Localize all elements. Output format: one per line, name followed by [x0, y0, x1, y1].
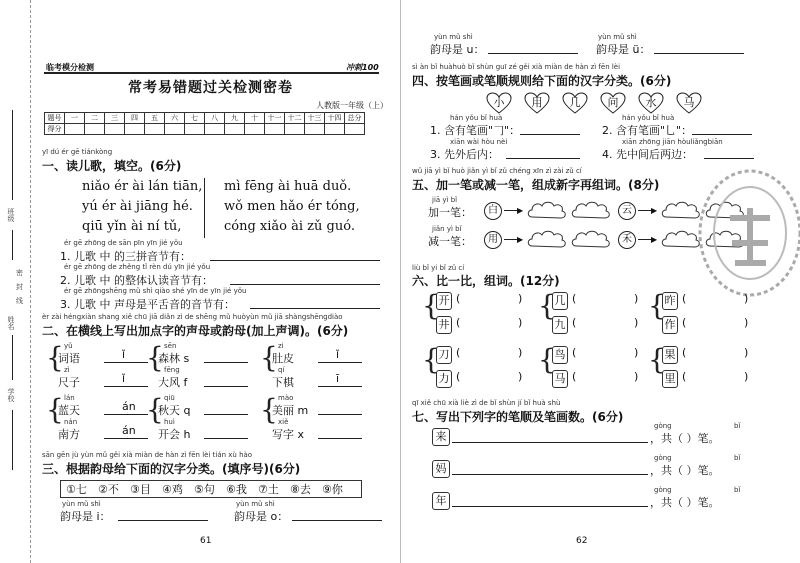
score-cell[interactable] — [345, 124, 365, 135]
q6-paren-close: ) — [634, 316, 639, 329]
poem-line-1: niǎo ér ài lán tiān, — [82, 179, 203, 194]
q3-char: ⑥我 — [226, 483, 247, 496]
q6-paren-open: ( — [682, 370, 687, 383]
q2-word-b-pinyin: nán — [64, 418, 78, 426]
q2-word-b: 开会 h — [158, 428, 191, 441]
q1-item2-answer[interactable] — [230, 284, 380, 285]
heart-char: 水 — [645, 96, 657, 109]
q6-paren-close: ) — [518, 346, 523, 359]
q5-sub-char: 禾 — [618, 231, 636, 249]
score-header-cell: 四 — [125, 113, 145, 124]
poem-line-6: cóng xiǎo ài zǔ guó. — [224, 219, 355, 234]
q2-word-b-answer[interactable] — [204, 386, 248, 387]
q2-word-a-pinyin: yǔ — [64, 342, 73, 350]
q6-paren-close: ) — [634, 346, 639, 359]
margin-school-label: 学校 — [7, 388, 15, 402]
q6-paren-open: ( — [682, 316, 687, 329]
q7-gong-pinyin: gòng — [654, 486, 672, 494]
q3-row1-pinyin: yùn mǔ shì — [62, 500, 101, 508]
page-number-right: 62 — [576, 536, 588, 546]
q5-title: 五、加一笔或减一笔，组成新字再组词。(8分) — [412, 178, 660, 192]
q6-paren-open: ( — [572, 316, 577, 329]
q7-stroke-answer[interactable] — [452, 506, 648, 507]
heart-shape-icon — [524, 92, 550, 114]
page-number-left: 61 — [200, 536, 212, 546]
score-cell[interactable] — [225, 124, 245, 135]
q6-title: 六、比一比，组词。(12分) — [412, 274, 560, 288]
q2-word-a-pinyin: lán — [64, 394, 75, 402]
heart-char: 用 — [531, 96, 543, 109]
score-header-cell: 三 — [105, 113, 125, 124]
q4-item3-pinyin: xiān wài hòu nèi — [450, 138, 508, 146]
cloud-answer-box[interactable] — [526, 228, 568, 250]
q6-paren-open: ( — [456, 292, 461, 305]
q6-paren-close: ) — [518, 316, 523, 329]
score-header-cell: 五 — [145, 113, 165, 124]
score-header-cell: 一 — [65, 113, 85, 124]
q5-sub-pinyin: jiǎn yì bǐ — [432, 225, 462, 233]
q3-char: ③目 — [130, 483, 151, 496]
header-left-tag: 临考模分检测 — [46, 63, 94, 72]
q2-word-b-answer[interactable] — [104, 386, 148, 387]
q6-char: 昨 — [662, 292, 678, 310]
q6-paren-close: ) — [634, 370, 639, 383]
arrow-head-icon: ▶ — [517, 206, 524, 215]
q2-word-b: 下棋 — [272, 376, 294, 389]
score-header-cell: 十四 — [325, 113, 345, 124]
q4-item2: 2. 含有笔画"乚"： — [602, 124, 693, 137]
q2-word-b: 南方 — [58, 428, 80, 441]
q6-brace-icon: { — [538, 343, 556, 376]
q6-char: 果 — [662, 346, 678, 364]
q2-title: 二、在横线上写出加点字的声母或韵母(加上声调)。(6分) — [42, 324, 349, 338]
q2-word-b: 写字 x — [272, 428, 305, 441]
q2-word-b-answer[interactable] — [318, 386, 362, 387]
q2-brace-icon: { — [260, 341, 278, 374]
score-cell[interactable] — [245, 124, 265, 135]
q6-char: 力 — [436, 370, 452, 388]
score-header-cell: 总分 — [345, 113, 365, 124]
margin-class-label: 班级 — [7, 208, 15, 222]
q3-char: ②不 — [98, 483, 119, 496]
q7-char: 来 — [432, 428, 450, 446]
header-right-tag: 冲刺100 — [346, 63, 379, 72]
poem-line-3: qiū yǐn ài ní tǔ, — [82, 219, 182, 234]
q2-word-b-hint: ī — [336, 372, 340, 385]
q2-brace-icon: { — [146, 341, 164, 374]
q1-item3-answer[interactable] — [250, 308, 380, 309]
score-cell[interactable] — [125, 124, 145, 135]
q6-paren-open: ( — [456, 370, 461, 383]
q2-word-a-answer[interactable] — [204, 414, 248, 415]
q1-item3: 3. 儿歌 中 声母是平舌音的音节有： — [60, 298, 235, 311]
q2-word-b-answer[interactable] — [318, 438, 362, 439]
score-cell[interactable] — [65, 124, 85, 135]
q2-word-a-answer[interactable] — [318, 362, 362, 363]
heart-shape-icon — [600, 92, 626, 114]
q3-row2b-pinyin: yùn mǔ shì — [598, 33, 637, 41]
q5-add-pinyin: jiā yì bǐ — [432, 196, 458, 204]
q3-row2-label: 韵母是 u： — [430, 43, 485, 56]
q2-word-b-answer[interactable] — [104, 438, 148, 439]
q3-row1-label: 韵母是 i： — [60, 510, 111, 523]
q2-word-a-pinyin: qiū — [164, 394, 175, 402]
q6-brace-icon: { — [648, 343, 666, 376]
q2-word-a-hint: ǐ — [336, 348, 340, 361]
q2-word-a: 美丽 m — [272, 404, 309, 417]
q7-char: 年 — [432, 492, 450, 510]
grade-label: 人教版一年级（上） — [316, 101, 388, 110]
q1-item2-pinyin: ér gē zhōng de zhěng tǐ rèn dú yīn jié yǒu — [64, 263, 211, 271]
q3-title: 三、根据韵母给下面的汉字分类。(填序号)(6分) — [42, 462, 301, 476]
score-header-cell: 九 — [225, 113, 245, 124]
q2-word-a-answer[interactable] — [204, 362, 248, 363]
q7-bi-pinyin: bǐ — [734, 454, 741, 462]
q2-pinyin: èr zài héngxiàn shang xiě chū jiā diǎn zì de shēng mǔ huòyùn mǔ jiā shàngshēngdiào — [42, 313, 343, 321]
score-header-cell: 十一 — [265, 113, 285, 124]
q2-word-b-pinyin: zì — [64, 366, 70, 374]
q3-row2-pinyin: yùn mǔ shì — [434, 33, 473, 41]
q6-char: 井 — [436, 316, 452, 334]
q3-char: ⑦土 — [258, 483, 279, 496]
q2-word-a-answer[interactable] — [318, 414, 362, 415]
q3-char: ①七 — [66, 483, 87, 496]
poem-line-5: wǒ men hǎo ér tóng, — [224, 199, 360, 214]
q3-char: ⑧去 — [290, 483, 311, 496]
q1-pinyin: yī dú ér gē tiánkòng — [42, 148, 113, 156]
q5-add-label: 加一笔： — [428, 206, 472, 219]
q2-word-b-pinyin: xiě — [278, 418, 289, 426]
q7-bi-pinyin: bǐ — [734, 422, 741, 430]
score-header-cell: 十三 — [305, 113, 325, 124]
q7-stroke-answer[interactable] — [452, 474, 648, 475]
q2-word-a: 秋天 q — [158, 404, 191, 417]
score-cell[interactable] — [185, 124, 205, 135]
q6-paren-open: ( — [682, 292, 687, 305]
q6-char: 鸟 — [552, 346, 568, 364]
arrow-head-icon: ▶ — [651, 235, 658, 244]
q6-char: 里 — [662, 370, 678, 388]
q3-row1-answer[interactable] — [118, 520, 208, 521]
q7-stroke-answer[interactable] — [452, 442, 648, 443]
q2-word-a-pinyin: zi — [278, 342, 284, 350]
heart-shape-icon — [486, 92, 512, 114]
q4-item2-pinyin: hán yǒu bǐ huà — [622, 114, 675, 122]
score-cell[interactable] — [105, 124, 125, 135]
q2-word-a-hint: án — [122, 400, 136, 413]
q2-word-b-pinyin: huì — [164, 418, 175, 426]
score-cell[interactable] — [305, 124, 325, 135]
q4-item4-answer[interactable] — [704, 158, 754, 159]
q7-pinyin: qī xiě chū xià liè zì de bǐ shùn jí bǐ huà shù — [412, 399, 561, 407]
heart-shape-icon — [638, 92, 664, 114]
q6-char: 几 — [552, 292, 568, 310]
q6-char: 作 — [662, 316, 678, 334]
score-header-cell: 六 — [165, 113, 185, 124]
q2-word-a-pinyin: mào — [278, 394, 294, 402]
q2-word-a-hint: ǐ — [122, 348, 126, 361]
q2-brace-icon: { — [260, 393, 278, 426]
arrow-head-icon: ▶ — [517, 235, 524, 244]
banner-title: 常考易错题过关检测密卷 — [128, 80, 293, 96]
q6-paren-close: ) — [744, 346, 749, 359]
heart-shape-icon — [562, 92, 588, 114]
q1-item3-pinyin: ér gē zhōngshēng mǔ shì qiào shé yīn de yīn jié yǒu — [64, 287, 247, 295]
q7-count-tail: ，共（ ）笔。 — [650, 496, 720, 509]
q4-item1-answer[interactable] — [520, 134, 580, 135]
q5-sub-label: 减一笔： — [428, 235, 472, 248]
score-cell[interactable] — [325, 124, 345, 135]
q6-char: 九 — [552, 316, 568, 334]
poem-line-4: mì fēng ài huā duǒ. — [224, 179, 352, 194]
q6-char: 开 — [436, 292, 452, 310]
q6-char: 刀 — [436, 346, 452, 364]
q2-word-b-hint: ǐ — [122, 372, 126, 385]
q6-paren-close: ) — [518, 292, 523, 305]
cloud-answer-box[interactable] — [570, 199, 612, 221]
score-header-cell: 十 — [245, 113, 265, 124]
q2-word-a: 森林 s — [158, 352, 190, 365]
q7-bi-pinyin: bǐ — [734, 486, 741, 494]
q3-row1b-answer[interactable] — [292, 520, 382, 521]
score-table — [44, 112, 365, 135]
q4-item4: 4. 先中间后两边： — [602, 148, 693, 161]
q4-item2-answer[interactable] — [692, 134, 752, 135]
q2-word-a-answer[interactable] — [104, 362, 148, 363]
q2-word-b-answer[interactable] — [204, 438, 248, 439]
q3-row1b-pinyin: yùn mǔ shì — [236, 500, 275, 508]
heart-char: 马 — [683, 96, 695, 109]
q2-word-a: 蓝天 — [58, 404, 80, 417]
seal-stamp-icon — [690, 168, 800, 298]
margin-seal-2: 封 — [16, 283, 23, 291]
q4-item1: 1. 含有笔画"𠃌"： — [430, 124, 521, 137]
score-header-cell: 七 — [185, 113, 205, 124]
cloud-answer-box[interactable] — [570, 228, 612, 250]
q7-count-tail: ，共（ ）笔。 — [650, 464, 720, 477]
q2-word-b-pinyin: fēng — [164, 366, 180, 374]
q4-pinyin: sì àn bǐ huàhuò bǐ shùn guī zé gěi xià miàn de hàn zì fēn lèi — [412, 63, 621, 71]
q4-item3-answer[interactable] — [506, 158, 580, 159]
q3-char: ⑤句 — [194, 483, 215, 496]
score-row-label: 得分 — [45, 124, 65, 135]
heart-char: 问 — [607, 96, 619, 109]
q6-brace-icon: { — [538, 289, 556, 322]
heart-shape-icon — [676, 92, 702, 114]
score-cell[interactable] — [85, 124, 105, 135]
q7-char: 妈 — [432, 460, 450, 478]
q6-paren-close: ) — [634, 292, 639, 305]
heart-char: 小 — [493, 96, 505, 109]
q2-word-b-pinyin: qí — [278, 366, 285, 374]
margin-seal-1: 密 — [16, 269, 23, 277]
q3-pinyin: sān gēn jù yùn mǔ gěi xià miàn de hàn zì fēn lèi tián xù hào — [42, 451, 253, 459]
margin-seal-3: 线 — [16, 297, 23, 305]
score-header-cell: 二 — [85, 113, 105, 124]
q6-paren-open: ( — [572, 370, 577, 383]
q3-row2-answer[interactable] — [488, 53, 578, 54]
q7-count-tail: ，共（ ）笔。 — [650, 432, 720, 445]
q6-paren-open: ( — [572, 346, 577, 359]
q5-pinyin: wǔ jiā yì bǐ huò jiǎn yì bǐ zǔ chéng xīn zì zài zǔ cí — [412, 167, 582, 175]
q2-word-b-hint: án — [122, 424, 136, 437]
score-header-cell: 八 — [205, 113, 225, 124]
q1-item2: 2. 儿歌 中 的整体认读音节有： — [60, 274, 213, 287]
score-header-cell: 题号 — [45, 113, 65, 124]
q1-item1-answer[interactable] — [210, 260, 380, 261]
score-cell[interactable] — [285, 124, 305, 135]
score-cell[interactable] — [265, 124, 285, 135]
q4-item4-pinyin: xiān zhōng jiān hòuliǎngbiān — [622, 138, 723, 146]
heart-char: 几 — [569, 96, 581, 109]
q4-title: 四、按笔画或笔顺规则给下面的汉字分类。(6分) — [412, 74, 672, 88]
q2-word-a: 肚皮 — [272, 352, 294, 365]
q1-item1-pinyin: ér gē zhōng de sān pīn yīn jié yǒu — [64, 239, 183, 247]
poem-line-2: yú ér ài jiāng hé. — [82, 199, 193, 214]
cloud-answer-box[interactable] — [526, 199, 568, 221]
q2-word-a-answer[interactable] — [104, 414, 148, 415]
q3-row1b-label: 韵母是 o： — [234, 510, 289, 523]
q1-title: 一、读儿歌，填空。(6分) — [42, 159, 182, 173]
q6-paren-open: ( — [682, 346, 687, 359]
score-cell[interactable] — [165, 124, 185, 135]
q6-paren-close: ) — [518, 370, 523, 383]
q6-char: 马 — [552, 370, 568, 388]
q3-char: ⑨你 — [322, 483, 343, 496]
q6-pinyin: liù bǐ yi bǐ zǔ cí — [412, 264, 465, 272]
score-header-cell: 十二 — [285, 113, 305, 124]
q2-brace-icon: { — [146, 393, 164, 426]
q1-item1: 1. 儿歌 中 的三拼音节有： — [60, 250, 191, 263]
q2-word-a-pinyin: sēn — [164, 342, 177, 350]
score-cell[interactable] — [145, 124, 165, 135]
q6-paren-close: ) — [744, 370, 749, 383]
q6-paren-open: ( — [456, 346, 461, 359]
q6-paren-open: ( — [572, 292, 577, 305]
q3-row2b-label: 韵母是 ü： — [596, 43, 651, 56]
q6-paren-close: ) — [744, 316, 749, 329]
q6-paren-close: ) — [744, 292, 749, 305]
q7-gong-pinyin: gòng — [654, 454, 672, 462]
q2-word-b: 大风 f — [158, 376, 188, 389]
q3-row2b-answer[interactable] — [654, 53, 744, 54]
margin-name-label: 姓名 — [7, 316, 15, 330]
q7-gong-pinyin: gòng — [654, 422, 672, 430]
q2-brace-icon: { — [46, 393, 64, 426]
q6-paren-open: ( — [456, 316, 461, 329]
q5-add-char: 云 — [618, 202, 636, 220]
arrow-head-icon: ▶ — [651, 206, 658, 215]
q2-brace-icon: { — [46, 341, 64, 374]
q5-add-char: 白 — [484, 202, 502, 220]
score-cell[interactable] — [205, 124, 225, 135]
q5-sub-char: 用 — [484, 231, 502, 249]
q4-item3: 3. 先外后内： — [430, 148, 499, 161]
q3-char: ④鸡 — [162, 483, 183, 496]
q6-brace-icon: { — [422, 343, 440, 376]
q4-item1-pinyin: hán yǒu bǐ huà — [450, 114, 503, 122]
q2-word-a: 词语 — [58, 352, 80, 365]
q2-word-b: 尺子 — [58, 376, 80, 389]
q6-brace-icon: { — [648, 289, 666, 322]
q7-title: 七、写出下列字的笔顺及笔画数。(6分) — [412, 410, 624, 424]
q6-brace-icon: { — [422, 289, 440, 322]
